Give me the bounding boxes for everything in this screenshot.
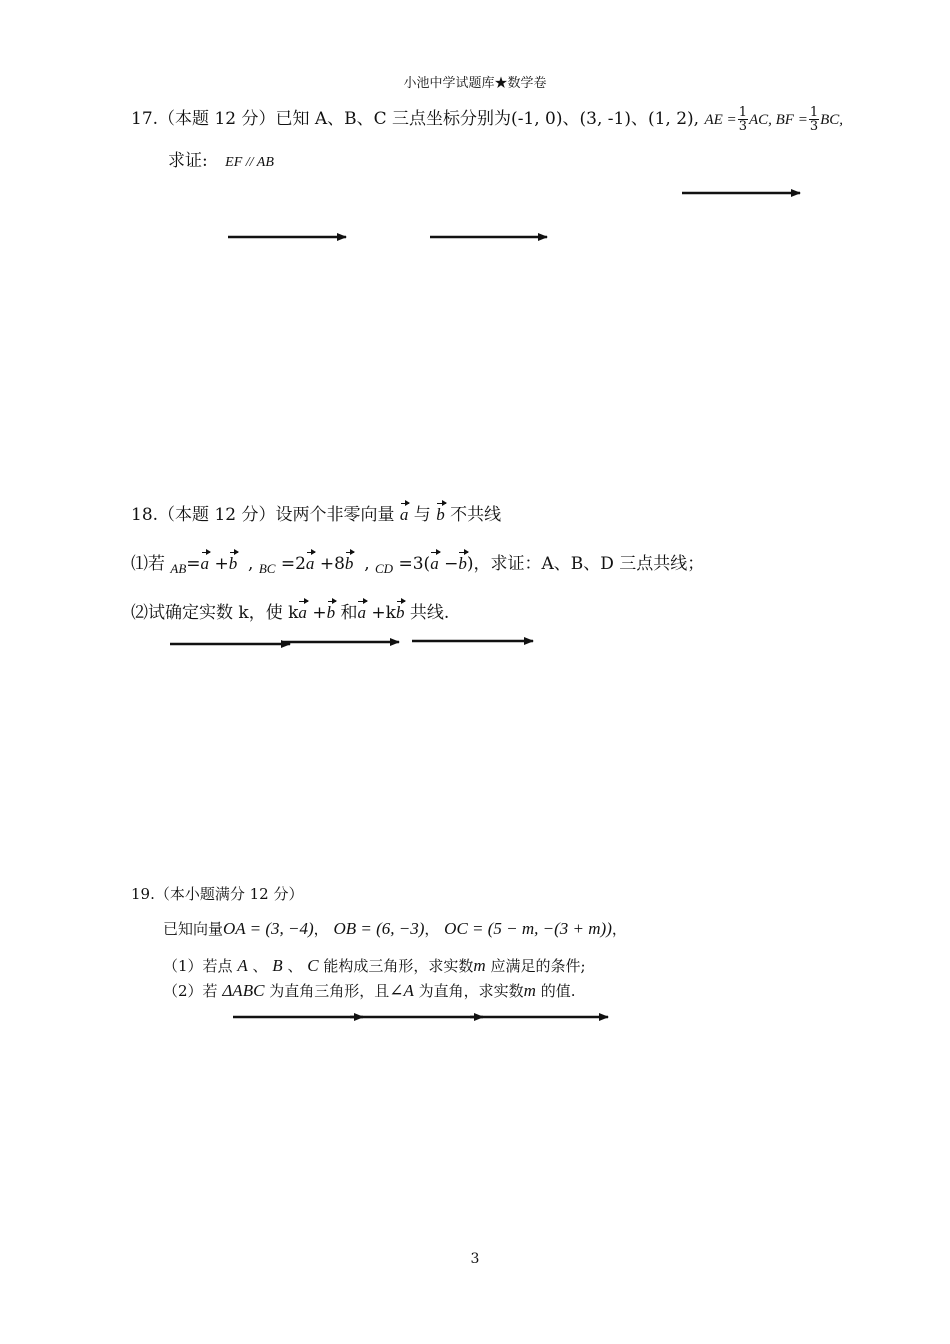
q17-ae: AE = bbox=[704, 112, 737, 128]
vector-b: b bbox=[436, 505, 445, 524]
q19-oc: OC = (5 − m, −(3 + m)) bbox=[444, 919, 612, 938]
q19-part-1: （1）若点 A 、 B 、 C 能构成三角形，求实数m 应满足的条件; bbox=[163, 956, 586, 975]
question-19-title: 19.（本小题满分 12 分） bbox=[131, 885, 304, 903]
page-number: 3 bbox=[470, 1251, 480, 1267]
q17-bc: BC, bbox=[820, 112, 844, 128]
q17-fraction-2: $\frac{1}{3}$ bbox=[809, 105, 819, 134]
q17-prove-expr: EF // AB bbox=[225, 155, 274, 170]
vector-a: a bbox=[399, 505, 409, 524]
q19-given: 已知向量OA = (3, −4)， OB = (6, −3)， OC = (5 − m, −(3 + m))， bbox=[163, 919, 627, 938]
question-18-title: 18.（本题 12 分）设两个非零向量 a 与 b 不共线 bbox=[131, 505, 502, 525]
q18-part-1: ⑴若 $_{AB}$=a +b , $_{BC}$ =2a +8b , $_{CD}$ =3(a −b)，求证：A、B、D 三点共线； bbox=[131, 554, 705, 576]
q18-part-2: ⑵试确定实数 k，使 ka +b 和a +kb 共线. bbox=[131, 603, 450, 623]
q19-oa: OA = (3, −4) bbox=[223, 919, 314, 938]
q17-fraction-1: $\frac{1}{3}$ bbox=[738, 105, 747, 134]
header-title: 小池中学试题库★数学卷 bbox=[403, 76, 547, 91]
q19-part-2: （2）若 ΔABC 为直角三角形，且∠A 为直角，求实数m 的值. bbox=[163, 981, 576, 1000]
q17-ac-bf: AC, BF = bbox=[748, 112, 808, 128]
q17-text: 17.（本题 12 分）已知 A、B、C 三点坐标分别为(-1, 0)、(3, -1)、(1, 2), bbox=[131, 109, 700, 129]
q19-ob: OB = (6, −3) bbox=[333, 919, 425, 938]
q17-prove-label: 求证: bbox=[168, 151, 208, 171]
